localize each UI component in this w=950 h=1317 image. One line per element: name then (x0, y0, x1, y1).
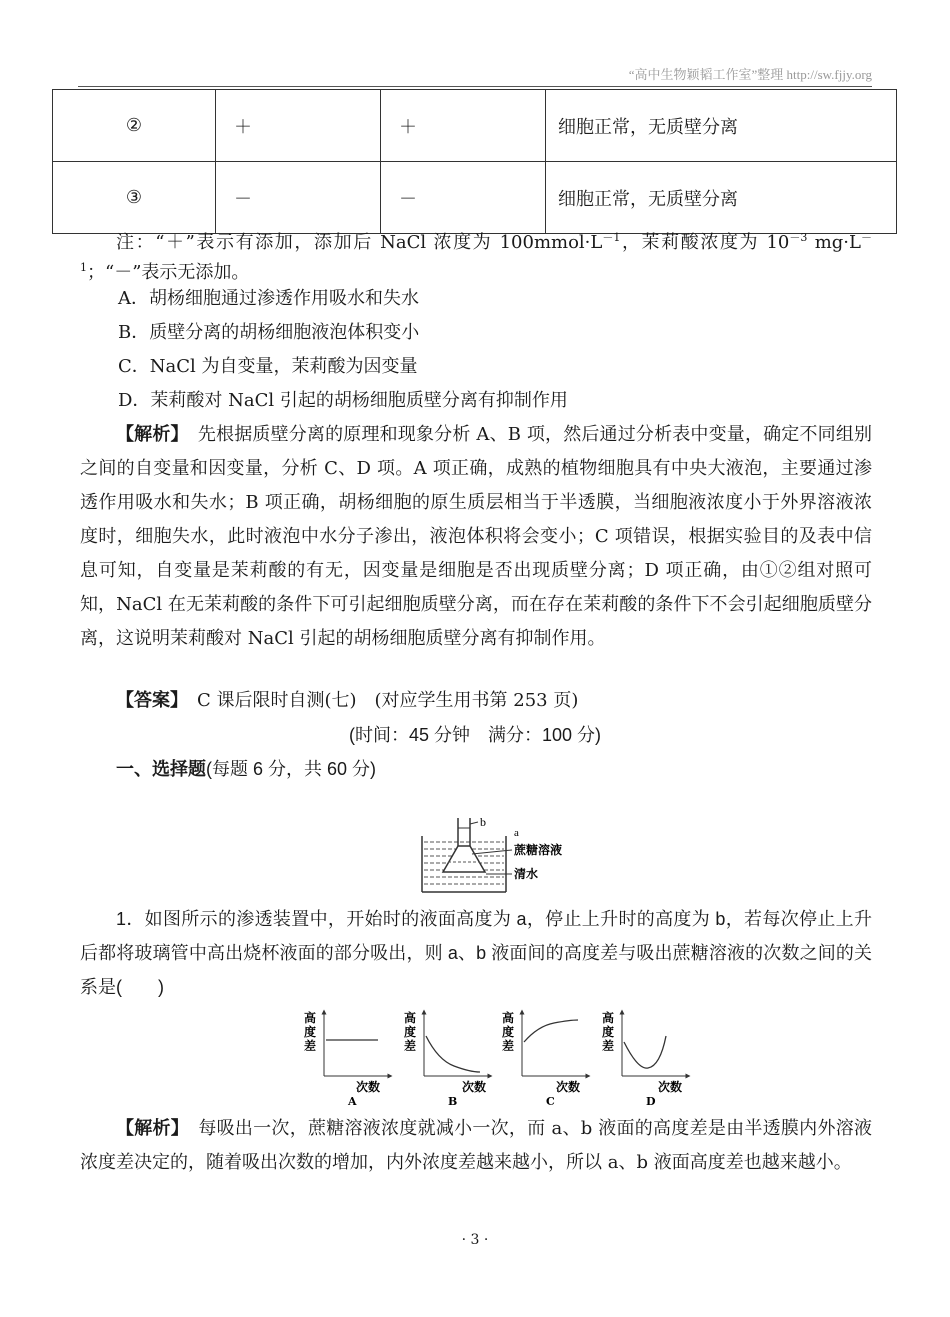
x-label: 次数 (556, 1080, 581, 1094)
y-label: 高 (602, 1011, 615, 1025)
answer-graphs-figure (300, 1008, 700, 1108)
label-a: a (514, 827, 519, 839)
analysis-label: 【解析】 (116, 1118, 181, 1139)
label-water: 清水 (514, 867, 539, 881)
time-line: (时间：45 分钟 满分：100 分) (348, 725, 602, 745)
table-cell-nacl: － (216, 162, 381, 234)
label-sucrose: 蔗糖溶液 (514, 843, 563, 857)
curve-d (624, 1036, 666, 1068)
y-label: 高 (502, 1011, 515, 1025)
graph-letter: D (646, 1095, 656, 1108)
graph-b (404, 1010, 490, 1108)
graph-letter: A (348, 1095, 357, 1108)
funnel (443, 818, 485, 872)
y-label: 差 (404, 1039, 417, 1053)
osmosis-apparatus-figure (410, 818, 600, 898)
curve-c (524, 1020, 578, 1042)
y-label: 差 (602, 1039, 615, 1053)
y-label: 差 (304, 1039, 317, 1053)
analysis-paragraph-2: 【解析】 每吸出一次，蔗糖溶液浓度就减小一次，而 a、b 液面的高度差是由半透膜内外溶液浓度差决定的，随着吸出次数的增加，内外浓度差越来越小，所以 a、b 液面高度差也越来越小。 (80, 1118, 872, 1173)
y-label: 度 (304, 1025, 317, 1039)
header-note: “高中生物颖韬工作室”整理 http://sw.fjjy.org (628, 67, 872, 82)
y-label: 度 (502, 1025, 515, 1039)
table-cell-jasmonic: ＋ (381, 90, 546, 162)
table-note: 注：“＋”表示有添加，添加后 NaCl 浓度为 $100mmol\cdot L^{-1}$，茉莉酸浓度为 $10^{-3}$ $mg\cdot L^{-1}$；“－”表示无添加。 (80, 231, 872, 283)
analysis-paragraph-1: 【解析】 先根据质壁分离的原理和现象分析 A、B 项，然后通过分析表中变量，确定不同组别之间的自变量和因变量，分析 C、D 项。A 项正确，成熟的植物细胞具有中央大液泡，主要通过渗透作用吸水和失水；B 项正确，胡杨细胞的原生质层相当于半透膜，当细胞液浓度小于外界溶液浓度时，细胞失水，此时液泡中水分子渗出，液泡体积将会变小；C 项错误，根据实验目的及表中信息可知，自变量是茉莉酸的有无，因变量是细胞是否出现质壁分离；D 项正确，由①②组对照可知，NaCl 在无茉莉酸的条件下可引起细胞质壁分离，而在存在茉莉酸的条件下不会引起细胞质壁分离，这说明茉莉酸对 NaCl 引起的胡杨细胞质壁分离有抑制作用。 (80, 424, 872, 649)
option-a: A．胡杨细胞通过渗透作用吸水和失水 (118, 288, 419, 309)
option-b: B．质壁分离的胡杨细胞液泡体积变小 (118, 322, 420, 343)
answer-line: 【答案】 C 课后限时自测(七) (对应学生用书第 253 页) (116, 690, 579, 711)
x-label: 次数 (462, 1080, 487, 1094)
question-1: 1．如图所示的渗透装置中，开始时的液面高度为 a，停止上升时的高度为 b，若每次停止上升后都将玻璃管中高出烧杯液面的部分吸出，则 a、b 液面间的高度差与吸出蔗糖溶液的次数之间的关系是( ) (80, 909, 872, 997)
table-cell-result: 细胞正常，无质壁分离 (546, 162, 897, 234)
y-label: 度 (404, 1025, 417, 1039)
answer-label: 【答案】 (116, 690, 179, 711)
graph-letter: C (546, 1095, 555, 1108)
table-row (53, 162, 897, 234)
graph-c (502, 1010, 588, 1108)
curve-b (426, 1036, 480, 1072)
table-cell-nacl: ＋ (216, 90, 381, 162)
header-rule (78, 86, 872, 87)
page-number: · 3 · (461, 1232, 489, 1248)
label-b: b (480, 818, 486, 829)
x-label: 次数 (356, 1080, 381, 1094)
y-label: 高 (304, 1011, 317, 1025)
option-d: D．茉莉酸对 NaCl 引起的胡杨细胞质壁分离有抑制作用 (118, 390, 568, 411)
table-cell-group: ③ (53, 162, 216, 234)
section-heading: 一、选择题(每题 6 分，共 60 分) (116, 759, 377, 779)
y-label: 高 (404, 1011, 417, 1025)
table-row (53, 90, 897, 162)
y-label: 度 (602, 1025, 615, 1039)
x-label: 次数 (658, 1080, 683, 1094)
graph-letter: B (448, 1095, 458, 1108)
y-label: 差 (502, 1039, 515, 1053)
table-cell-result: 细胞正常，无质壁分离 (546, 90, 897, 162)
results-table (52, 89, 897, 234)
option-c: C．NaCl 为自变量，茉莉酸为因变量 (118, 356, 418, 377)
table-cell-jasmonic: － (381, 162, 546, 234)
table-cell-group: ② (53, 90, 216, 162)
graph-d (602, 1010, 688, 1108)
analysis-label: 【解析】 (116, 424, 180, 445)
graph-a (304, 1010, 390, 1108)
